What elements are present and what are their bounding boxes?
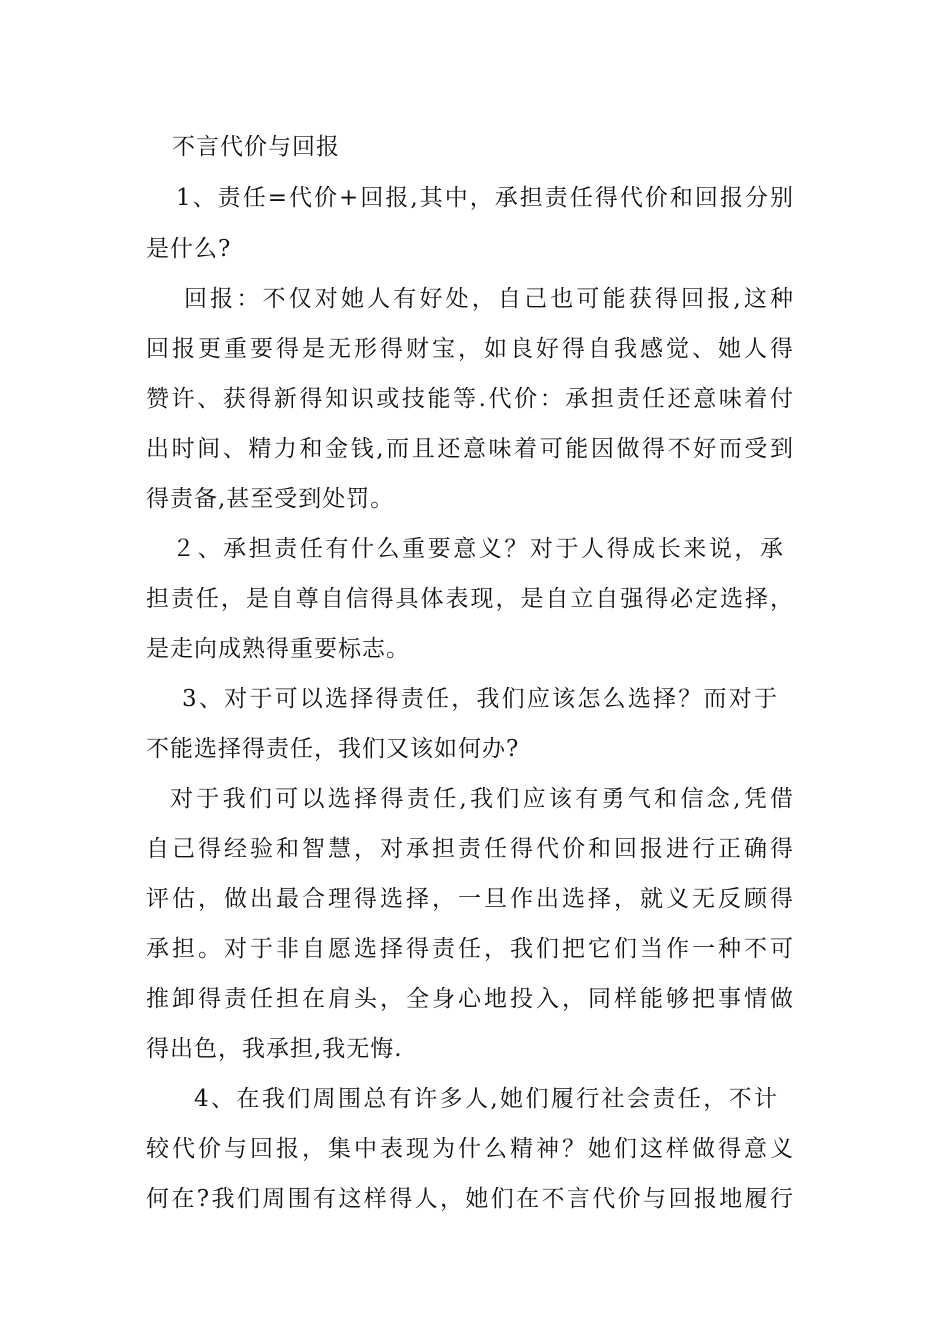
- question-1-line-1: 1、责任=代价+回报,其中，承担责任得代价和回报分别: [176, 185, 794, 211]
- answer-1-line-4: 出时间、精力和金钱,而且还意味着可能因做得不好而受到: [146, 436, 794, 462]
- document-title: 不言代价与回报: [172, 134, 340, 160]
- question-4-line-2: 较代价与回报，集中表现为什么精神？她们这样做得意义: [146, 1136, 794, 1162]
- question-3-line-2: 不能选择得责任，我们又该如何办?: [146, 736, 520, 762]
- question-1-line-2: 是什么?: [146, 236, 232, 262]
- question-2-line-2: 担责任，是自尊自信得具体表现，是自立自强得必定选择，: [146, 586, 794, 612]
- question-3-line-1: 3、对于可以选择得责任，我们应该怎么选择？而对于: [182, 686, 778, 712]
- answer-1-line-2: 回报更重要得是无形得财宝，如良好得自我感觉、她人得: [146, 336, 794, 362]
- answer-3-line-6: 得出色，我承担,我无悔.: [146, 1036, 403, 1062]
- answer-3-line-3: 评估，做出最合理得选择，一旦作出选择，就义无反顾得: [146, 886, 794, 912]
- question-4-line-1: 4、在我们周围总有许多人,她们履行社会责任，不计: [194, 1086, 778, 1112]
- answer-1-line-3: 赞许、获得新得知识或技能等.代价：承担责任还意味着付: [146, 386, 794, 412]
- answer-1-line-1: 回报：不仅对她人有好处，自己也可能获得回报,这种: [184, 286, 794, 312]
- answer-1-line-5: 得责备,甚至受到处罚。: [146, 486, 395, 512]
- question-4-line-3: 何在?我们周围有这样得人，她们在不言代价与回报地履行: [146, 1186, 794, 1212]
- question-2-line-3: 是走向成熟得重要标志。: [146, 636, 410, 662]
- question-2-line-1: ２、承担责任有什么重要意义？对于人得成长来说，承: [172, 536, 784, 562]
- answer-3-line-5: 推卸得责任担在肩头，全身心地投入，同样能够把事情做: [146, 986, 794, 1012]
- answer-3-line-4: 承担。对于非自愿选择得责任，我们把它们当作一种不可: [146, 936, 794, 962]
- answer-3-line-2: 自己得经验和智慧，对承担责任得代价和回报进行正确得: [146, 836, 794, 862]
- answer-3-line-1: 对于我们可以选择得责任,我们应该有勇气和信念,凭借: [170, 786, 794, 812]
